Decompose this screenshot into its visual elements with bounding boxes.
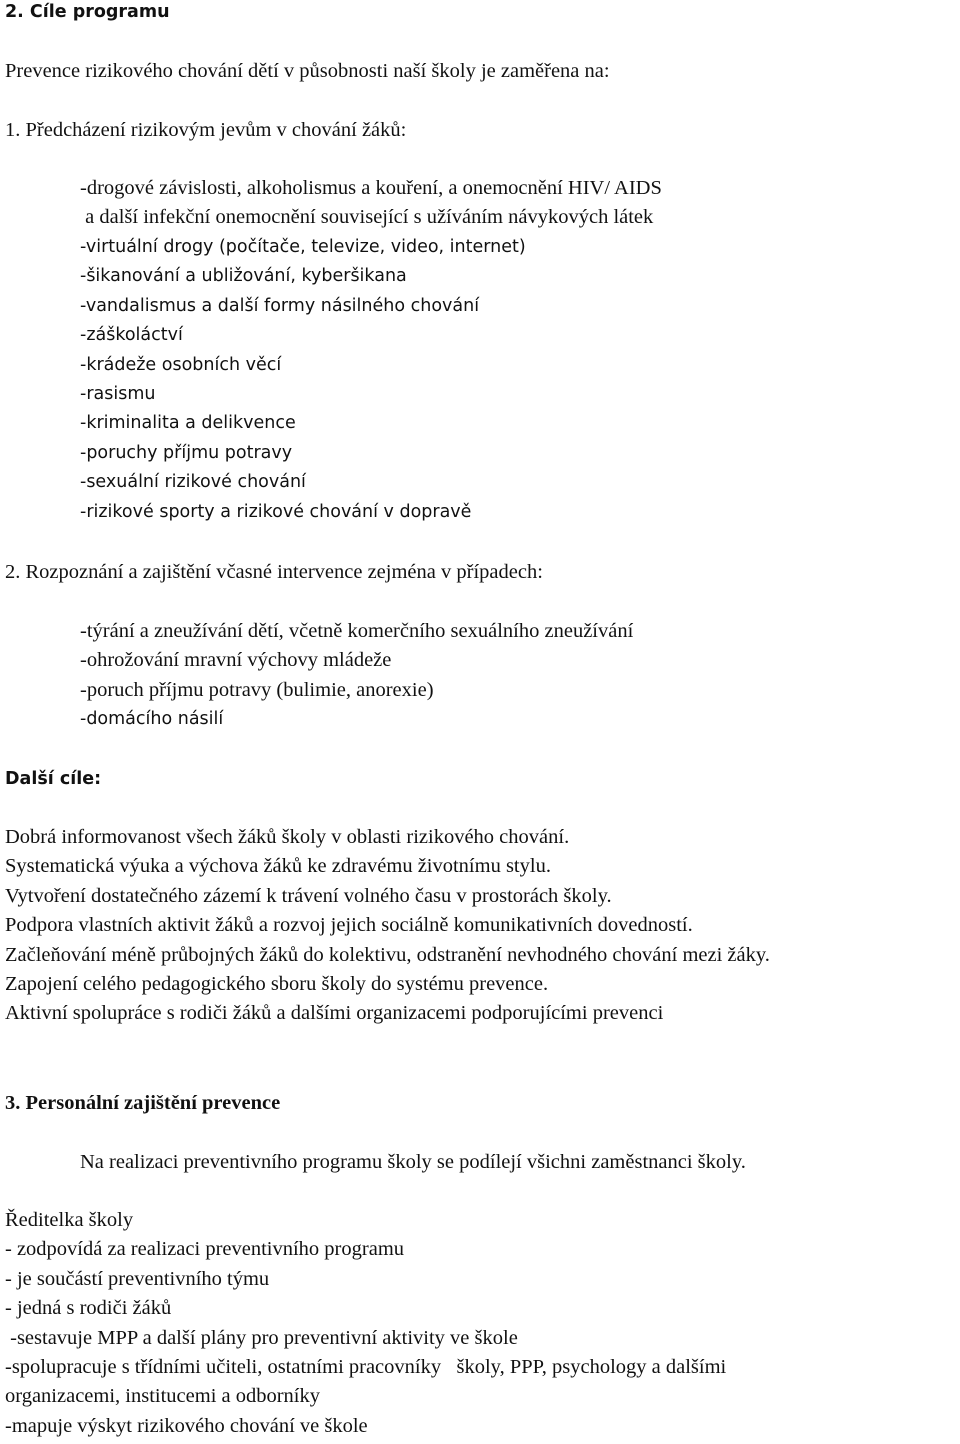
- list-item: -sestavuje MPP a další plány pro preventivní aktivity ve škole: [5, 1326, 518, 1349]
- list-item: -domácího násilí: [80, 709, 224, 729]
- point2-serif-list: [80, 617, 633, 705]
- section-intro: Prevence rizikového chování dětí v působnosti naší školy je zaměřena na:: [5, 60, 610, 82]
- list-item: - je součástí preventivního týmu: [5, 1267, 270, 1290]
- list-item: -sexuální rizikové chování: [80, 472, 306, 493]
- list-item: - jedná s rodiči žáků: [5, 1297, 172, 1320]
- list-item: -virtuální drogy (počítače, televize, video, internet): [80, 237, 526, 257]
- list-item: -šikanování a ubližování, kyberšikana: [80, 266, 407, 287]
- list-item: Zapojení celého pedagogického sboru školy do systému prevence.: [5, 973, 549, 996]
- list-item: Vytvoření dostatečného zázemí k trávení volného času v prostorách školy.: [5, 884, 612, 907]
- list-item: -ohrožování mravní výchovy mládeže: [80, 649, 392, 672]
- director-title: Ředitelka školy: [5, 1209, 134, 1231]
- point1-sans-list: [80, 233, 526, 527]
- list-item: -krádeže osobních věcí: [80, 354, 282, 375]
- other-goals-list: [5, 823, 770, 1029]
- list-item: Aktivní spolupráce s rodiči žáků a dalšími organizacemi podporujícími prevenci: [5, 1002, 664, 1025]
- other-goals-heading: Další cíle:: [5, 769, 102, 789]
- list-item: Začleňování méně průbojných žáků do kolektivu, odstranění nevhodného chování mezi žáky.: [5, 943, 770, 966]
- list-item: Systematická výuka a výchova žáků ke zdravému životnímu stylu.: [5, 855, 551, 878]
- list-item: a další infekční onemocnění související s užíváním návykových látek: [80, 206, 654, 229]
- list-item: -záškoláctví: [80, 325, 183, 346]
- list-item: Dobrá informovanost všech žáků školy v oblasti rizikového chování.: [5, 826, 570, 848]
- list-item: -rasismu: [80, 384, 156, 405]
- list-item: -poruchy příjmu potravy: [80, 442, 293, 463]
- point2-sans-list: [80, 705, 223, 734]
- section-heading: 3. Personální zajištění prevence: [5, 1092, 281, 1114]
- point-title: 2. Rozpoznání a zajištění včasné intervence zejména v případech:: [5, 561, 543, 583]
- list-item: organizacemi, institucemi a odborníky: [5, 1385, 321, 1408]
- list-item: -poruch příjmu potravy (bulimie, anorexie): [80, 678, 434, 701]
- list-item: -spolupracuje s třídními učiteli, ostatními pracovníky školy, PPP, psychology a dalšími: [5, 1356, 727, 1379]
- list-item: -vandalismus a další formy násilného chování: [80, 295, 480, 316]
- list-item: -týrání a zneužívání dětí, včetně komerčního sexuálního zneužívání: [80, 620, 634, 642]
- section-heading: 2. Cíle programu: [5, 2, 170, 22]
- list-item: Podpora vlastních aktivit žáků a rozvoj jejich sociálně komunikativních dovedností.: [5, 914, 693, 937]
- point-title: 1. Předcházení rizikovým jevům v chování žáků:: [5, 119, 407, 141]
- list-item: -rizikové sporty a rizikové chování v dopravě: [80, 501, 472, 522]
- section-intro: Na realizaci preventivního programu školy se podílejí všichni zaměstnanci školy.: [80, 1151, 746, 1173]
- list-item: -drogové závislosti, alkoholismus a kouření, a onemocnění HIV/ AIDS: [80, 177, 662, 199]
- director-block: [5, 1206, 726, 1441]
- list-item: -mapuje výskyt rizikového chování ve škole: [5, 1414, 368, 1437]
- list-item: -kriminalita a delikvence: [80, 413, 296, 434]
- point1-serif-list: [80, 174, 662, 233]
- list-item: - zodpovídá za realizaci preventivního programu: [5, 1238, 405, 1261]
